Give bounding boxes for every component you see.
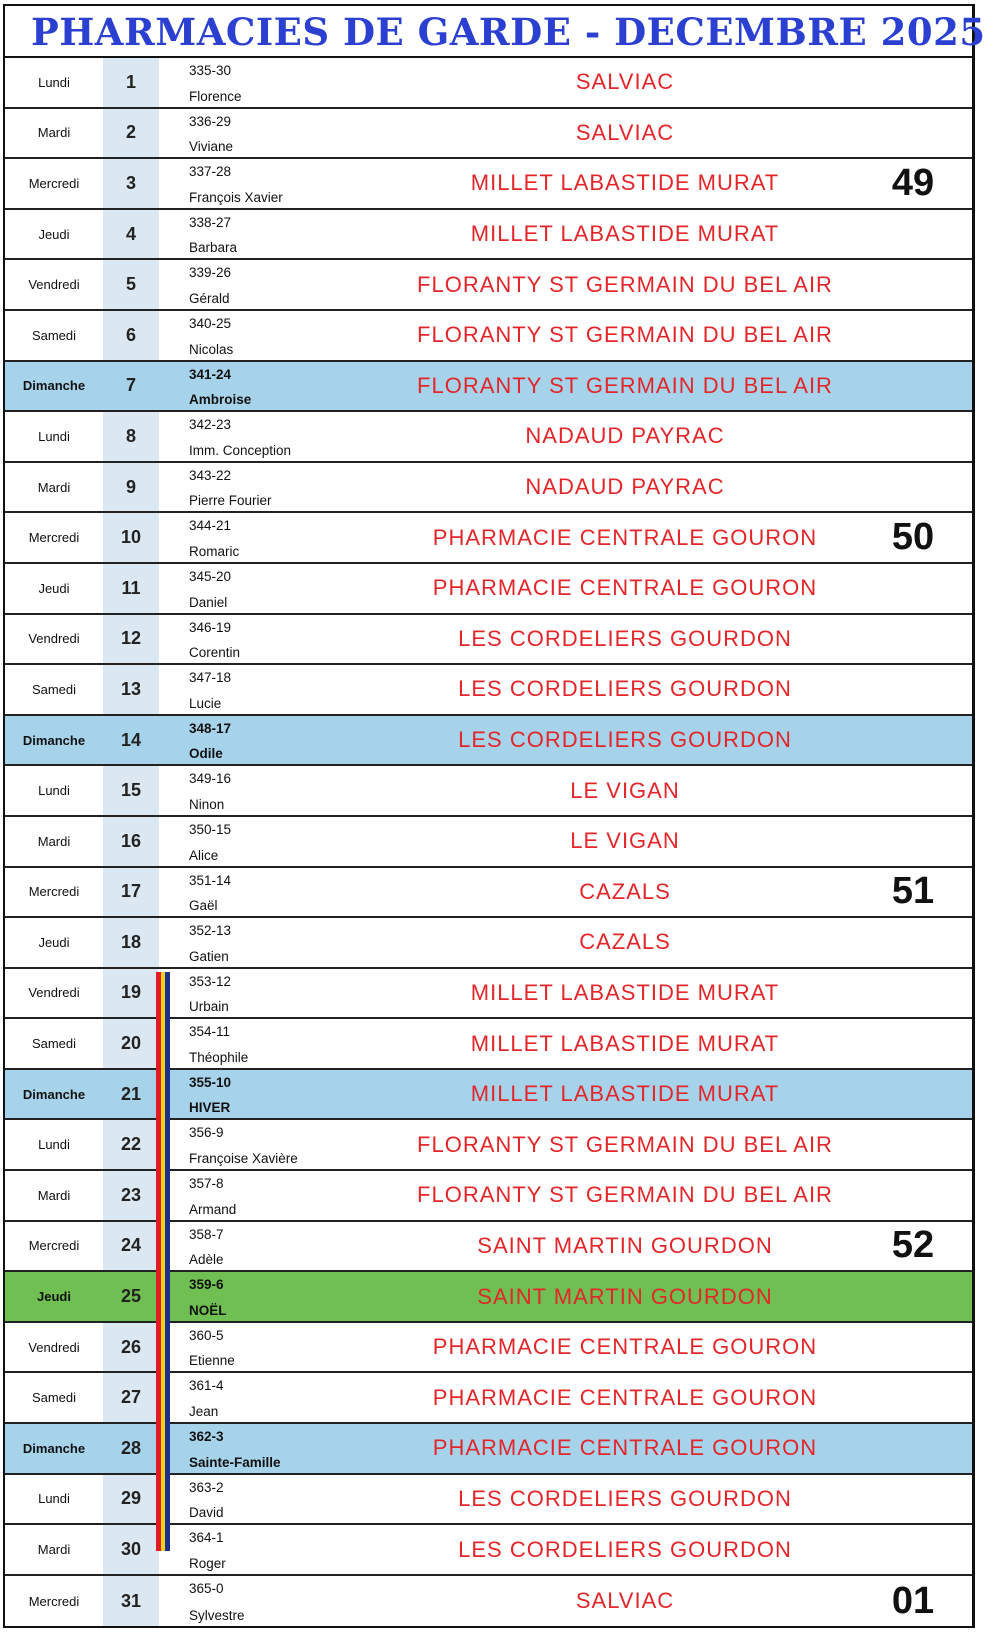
day-number: 6 (103, 311, 159, 360)
day-name: Mercredi (28, 530, 80, 546)
page-title: PHARMACIES DE GARDE - DECEMBRE 2025 (5, 6, 972, 58)
saint-name: Florence (189, 88, 242, 104)
day-of-year-code: 349-16 (189, 771, 232, 787)
day-of-year-code: 339-26 (189, 265, 232, 281)
day-name: Mardi (37, 125, 71, 141)
saint-cell (189, 1222, 419, 1271)
saint-name: François Xavier (189, 189, 283, 205)
day-of-year-code: 346-19 (189, 619, 232, 635)
day-name: Lundi (38, 74, 70, 90)
saint-name: Ninon (189, 796, 225, 812)
day-name: Mercredi (28, 175, 80, 191)
day-name: Mardi (37, 479, 71, 495)
day-number: 9 (103, 463, 159, 512)
day-of-year-code: 342-23 (189, 417, 232, 433)
table-row (5, 564, 972, 615)
day-name: Dimanche (22, 378, 86, 394)
week-number (857, 1120, 969, 1169)
pharmacy-name: FLORANTY ST GERMAIN DU BEL AIR (417, 372, 833, 398)
saint-cell (189, 564, 419, 613)
saint-cell (189, 1475, 419, 1524)
saint-name: Françoise Xavière (189, 1151, 298, 1167)
pharmacy-name: FLORANTY ST GERMAIN DU BEL AIR (417, 271, 833, 297)
week-number: 51 (891, 870, 935, 913)
day-number: 13 (103, 665, 159, 714)
week-number (857, 210, 969, 259)
table-row (5, 463, 972, 514)
day-name: Samedi (31, 681, 77, 697)
day-of-year-code: 356-9 (189, 1125, 224, 1141)
table-row (5, 58, 972, 109)
table-row (5, 1272, 972, 1323)
pharmacy-name: MILLET LABASTIDE MURAT (470, 979, 780, 1005)
day-name: Dimanche (22, 1086, 86, 1102)
day-of-year-code: 364-1 (189, 1530, 224, 1546)
saint-name: Odile (189, 746, 223, 762)
saint-name: Gaël (189, 898, 218, 914)
pharmacy-name: FLORANTY ST GERMAIN DU BEL AIR (417, 322, 833, 348)
pharmacy-name: MILLET LABASTIDE MURAT (470, 170, 780, 196)
table-row (5, 109, 972, 160)
day-of-year-code: 336-29 (189, 113, 232, 129)
day-number: 31 (103, 1576, 159, 1627)
day-name: Mardi (37, 1542, 71, 1558)
day-name: Lundi (38, 1137, 70, 1153)
week-number (857, 918, 969, 967)
saint-cell (189, 918, 419, 967)
saint-cell (189, 1120, 419, 1169)
table-row (5, 1070, 972, 1121)
table-row (5, 362, 972, 413)
day-of-year-code: 344-21 (189, 518, 232, 534)
saint-cell (189, 817, 419, 866)
saint-name: Alice (189, 847, 219, 863)
day-of-year-code: 361-4 (189, 1378, 224, 1394)
flag-blue-stripe (165, 972, 170, 1551)
pharmacy-name: FLORANTY ST GERMAIN DU BEL AIR (417, 1131, 833, 1157)
day-of-year-code: 354-11 (189, 1024, 231, 1040)
table-row (5, 615, 972, 666)
week-number (857, 362, 969, 411)
pharmacy-name: LES CORDELIERS GOURDON (458, 1536, 792, 1562)
pharmacy-name: MILLET LABASTIDE MURAT (470, 1030, 780, 1056)
saint-name: Pierre Fourier (189, 493, 272, 509)
saint-cell (189, 868, 419, 917)
saint-cell (189, 58, 419, 107)
day-of-year-code: 353-12 (189, 973, 232, 989)
day-number: 21 (103, 1070, 159, 1119)
week-number (857, 1475, 969, 1524)
winter-flag-stripe (156, 972, 170, 1551)
day-name: Vendredi (28, 277, 80, 293)
table-row (5, 868, 972, 919)
day-name: Samedi (31, 327, 77, 343)
table-row (5, 1576, 972, 1627)
saint-name: Viviane (189, 139, 234, 155)
week-number: 01 (891, 1579, 935, 1622)
day-number: 1 (103, 58, 159, 107)
saint-name: Jean (189, 1404, 219, 1420)
saint-cell (189, 311, 419, 360)
saint-cell (189, 109, 419, 158)
day-name: Samedi (31, 1390, 77, 1406)
day-name: Dimanche (22, 1440, 86, 1456)
saint-cell (189, 1070, 419, 1119)
day-of-year-code: 357-8 (189, 1176, 224, 1192)
day-number: 10 (103, 513, 159, 562)
saint-name: Daniel (189, 594, 228, 610)
saint-cell (189, 1525, 419, 1574)
day-number: 3 (103, 159, 159, 208)
saint-name: HIVER (189, 1100, 231, 1116)
day-of-year-code: 338-27 (189, 214, 232, 230)
day-name: Jeudi (38, 226, 70, 242)
day-name: Mardi (37, 1187, 71, 1203)
week-number (857, 412, 969, 461)
saint-cell (189, 716, 419, 765)
saint-cell (189, 969, 419, 1018)
saint-name: Adèle (189, 1252, 224, 1268)
table-row (5, 1475, 972, 1526)
saint-name: Sainte-Famille (189, 1454, 281, 1470)
pharmacy-name: SALVIAC (575, 1588, 675, 1614)
table-row (5, 1323, 972, 1374)
pharmacy-name: SAINT MARTIN GOURDON (477, 1232, 773, 1258)
day-number: 18 (103, 918, 159, 967)
pharmacy-name: SAINT MARTIN GOURDON (477, 1283, 773, 1309)
saint-name: Etienne (189, 1353, 235, 1369)
week-number (857, 1424, 969, 1473)
day-of-year-code: 348-17 (189, 720, 232, 736)
pharmacy-name: LE VIGAN (570, 777, 680, 803)
day-of-year-code: 341-24 (189, 366, 232, 382)
pharmacy-name: MILLET LABASTIDE MURAT (470, 221, 780, 247)
pharmacy-name: PHARMACIE CENTRALE GOURON (432, 1334, 818, 1360)
saint-name: Roger (189, 1555, 226, 1571)
table-row (5, 311, 972, 362)
week-number (857, 969, 969, 1018)
week-number (857, 817, 969, 866)
saint-name: Barbara (189, 240, 238, 256)
day-number: 29 (103, 1475, 159, 1524)
week-number (857, 260, 969, 309)
saint-name: Gérald (189, 290, 230, 306)
saint-cell (189, 362, 419, 411)
day-name: Mercredi (28, 884, 80, 900)
pharmacy-name: FLORANTY ST GERMAIN DU BEL AIR (417, 1182, 833, 1208)
day-number: 2 (103, 109, 159, 158)
table-row (5, 716, 972, 767)
saint-cell (189, 766, 419, 815)
saint-cell (189, 615, 419, 664)
pharmacy-name: SALVIAC (575, 69, 675, 95)
week-number (857, 109, 969, 158)
table-row (5, 969, 972, 1020)
pharmacy-name: LE VIGAN (570, 828, 680, 854)
table-row (5, 513, 972, 564)
day-number: 8 (103, 412, 159, 461)
pharmacy-name: MILLET LABASTIDE MURAT (470, 1081, 780, 1107)
week-number (857, 1525, 969, 1574)
saint-cell (189, 412, 419, 461)
day-name: Lundi (38, 1491, 70, 1507)
day-number: 23 (103, 1171, 159, 1220)
week-number: 52 (891, 1224, 935, 1267)
table-row (5, 1424, 972, 1475)
pharmacy-name: SALVIAC (575, 119, 675, 145)
pharmacy-name: LES CORDELIERS GOURDON (458, 676, 792, 702)
day-number: 25 (103, 1272, 159, 1321)
week-number (857, 1171, 969, 1220)
day-number: 16 (103, 817, 159, 866)
day-number: 22 (103, 1120, 159, 1169)
day-number: 28 (103, 1424, 159, 1473)
day-number: 27 (103, 1373, 159, 1422)
pharmacy-name: LES CORDELIERS GOURDON (458, 625, 792, 651)
day-of-year-code: 352-13 (189, 923, 232, 939)
saint-cell (189, 210, 419, 259)
week-number: 50 (891, 516, 935, 559)
day-name: Jeudi (37, 1289, 71, 1305)
day-of-year-code: 359-6 (189, 1277, 224, 1293)
table-row (5, 159, 972, 210)
saint-cell (189, 1576, 419, 1627)
pharmacy-name: LES CORDELIERS GOURDON (458, 1485, 792, 1511)
day-number: 15 (103, 766, 159, 815)
pharmacy-name: PHARMACIE CENTRALE GOURON (432, 524, 818, 550)
day-name: Mercredi (28, 1238, 80, 1254)
day-name: Dimanche (22, 732, 86, 748)
saint-cell (189, 1272, 419, 1321)
saint-cell (189, 1373, 419, 1422)
saint-cell (189, 1019, 419, 1068)
day-of-year-code: 355-10 (189, 1074, 232, 1090)
day-number: 17 (103, 868, 159, 917)
saint-name: Corentin (189, 645, 241, 661)
pharmacy-name: CAZALS (579, 878, 671, 904)
saint-name: Théophile (189, 1049, 249, 1065)
day-of-year-code: 345-20 (189, 568, 232, 584)
day-name: Mardi (37, 833, 71, 849)
saint-cell (189, 1424, 419, 1473)
day-name: Vendredi (28, 985, 80, 1001)
day-of-year-code: 363-2 (189, 1479, 224, 1495)
table-row (5, 210, 972, 261)
pharmacy-name: NADAUD PAYRAC (525, 423, 725, 449)
saint-cell (189, 463, 419, 512)
day-number: 4 (103, 210, 159, 259)
pharmacy-name: LES CORDELIERS GOURDON (458, 727, 792, 753)
day-of-year-code: 343-22 (189, 467, 232, 483)
table-row (5, 1019, 972, 1070)
day-number: 24 (103, 1222, 159, 1271)
week-number (857, 1019, 969, 1068)
table-row (5, 1171, 972, 1222)
week-number (857, 615, 969, 664)
day-name: Mercredi (28, 1593, 80, 1609)
saint-name: Imm. Conception (189, 442, 292, 458)
week-number (857, 564, 969, 613)
day-of-year-code: 340-25 (189, 315, 232, 331)
day-of-year-code: 337-28 (189, 164, 232, 180)
day-of-year-code: 335-30 (189, 63, 232, 78)
day-name: Lundi (38, 428, 70, 444)
week-number (857, 665, 969, 714)
week-number (857, 1373, 969, 1422)
day-of-year-code: 365-0 (189, 1580, 224, 1596)
table-row (5, 918, 972, 969)
pharmacy-name: NADAUD PAYRAC (525, 474, 725, 500)
saint-name: Armand (189, 1201, 237, 1217)
day-number: 11 (103, 564, 159, 613)
day-name: Vendredi (28, 1339, 80, 1355)
saint-name: Ambroise (189, 392, 252, 408)
saint-name: Gatien (189, 948, 229, 964)
table-row (5, 1222, 972, 1273)
week-number: 49 (891, 161, 935, 204)
table-row (5, 260, 972, 311)
table-row (5, 412, 972, 463)
day-name: Lundi (38, 783, 70, 799)
day-number: 7 (103, 362, 159, 411)
day-name: Vendredi (28, 631, 80, 647)
day-number: 19 (103, 969, 159, 1018)
table-row (5, 817, 972, 868)
day-name: Jeudi (38, 934, 70, 950)
day-number: 12 (103, 615, 159, 664)
day-number: 14 (103, 716, 159, 765)
week-number (857, 766, 969, 815)
week-number (857, 1323, 969, 1372)
schedule-sheet (3, 4, 986, 1628)
day-of-year-code: 350-15 (189, 821, 232, 837)
table-row (5, 1525, 972, 1576)
table-row (5, 1373, 972, 1424)
schedule-table (5, 58, 972, 1626)
pharmacy-name: PHARMACIE CENTRALE GOURON (432, 1435, 818, 1461)
saint-cell (189, 665, 419, 714)
day-of-year-code: 358-7 (189, 1226, 224, 1242)
saint-name: Lucie (189, 695, 222, 711)
week-number (857, 58, 969, 107)
pharmacy-name: PHARMACIE CENTRALE GOURON (432, 1384, 818, 1410)
week-number (857, 1272, 969, 1321)
saint-cell (189, 159, 419, 208)
saint-name: Romaric (189, 543, 240, 559)
week-number (857, 463, 969, 512)
day-of-year-code: 362-3 (189, 1429, 224, 1445)
day-name: Jeudi (38, 580, 70, 596)
saint-name: Sylvestre (189, 1608, 245, 1624)
day-number: 26 (103, 1323, 159, 1372)
week-number (857, 311, 969, 360)
day-number: 30 (103, 1525, 159, 1574)
day-of-year-code: 347-18 (189, 670, 232, 686)
saint-name: Nicolas (189, 341, 234, 357)
saint-cell (189, 513, 419, 562)
table-row (5, 1120, 972, 1171)
saint-name: NOËL (189, 1302, 227, 1318)
saint-cell (189, 1323, 419, 1372)
pharmacy-name: CAZALS (579, 929, 671, 955)
saint-name: David (189, 1505, 224, 1521)
day-number: 5 (103, 260, 159, 309)
day-of-year-code: 360-5 (189, 1327, 224, 1343)
pharmacy-name: PHARMACIE CENTRALE GOURON (432, 575, 818, 601)
table-row (5, 665, 972, 716)
saint-cell (189, 1171, 419, 1220)
day-name: Samedi (31, 1036, 77, 1052)
day-of-year-code: 351-14 (189, 872, 232, 888)
week-number (857, 716, 969, 765)
saint-cell (189, 260, 419, 309)
saint-name: Urbain (189, 999, 229, 1015)
day-number: 20 (103, 1019, 159, 1068)
week-number (857, 1070, 969, 1119)
table-row (5, 766, 972, 817)
